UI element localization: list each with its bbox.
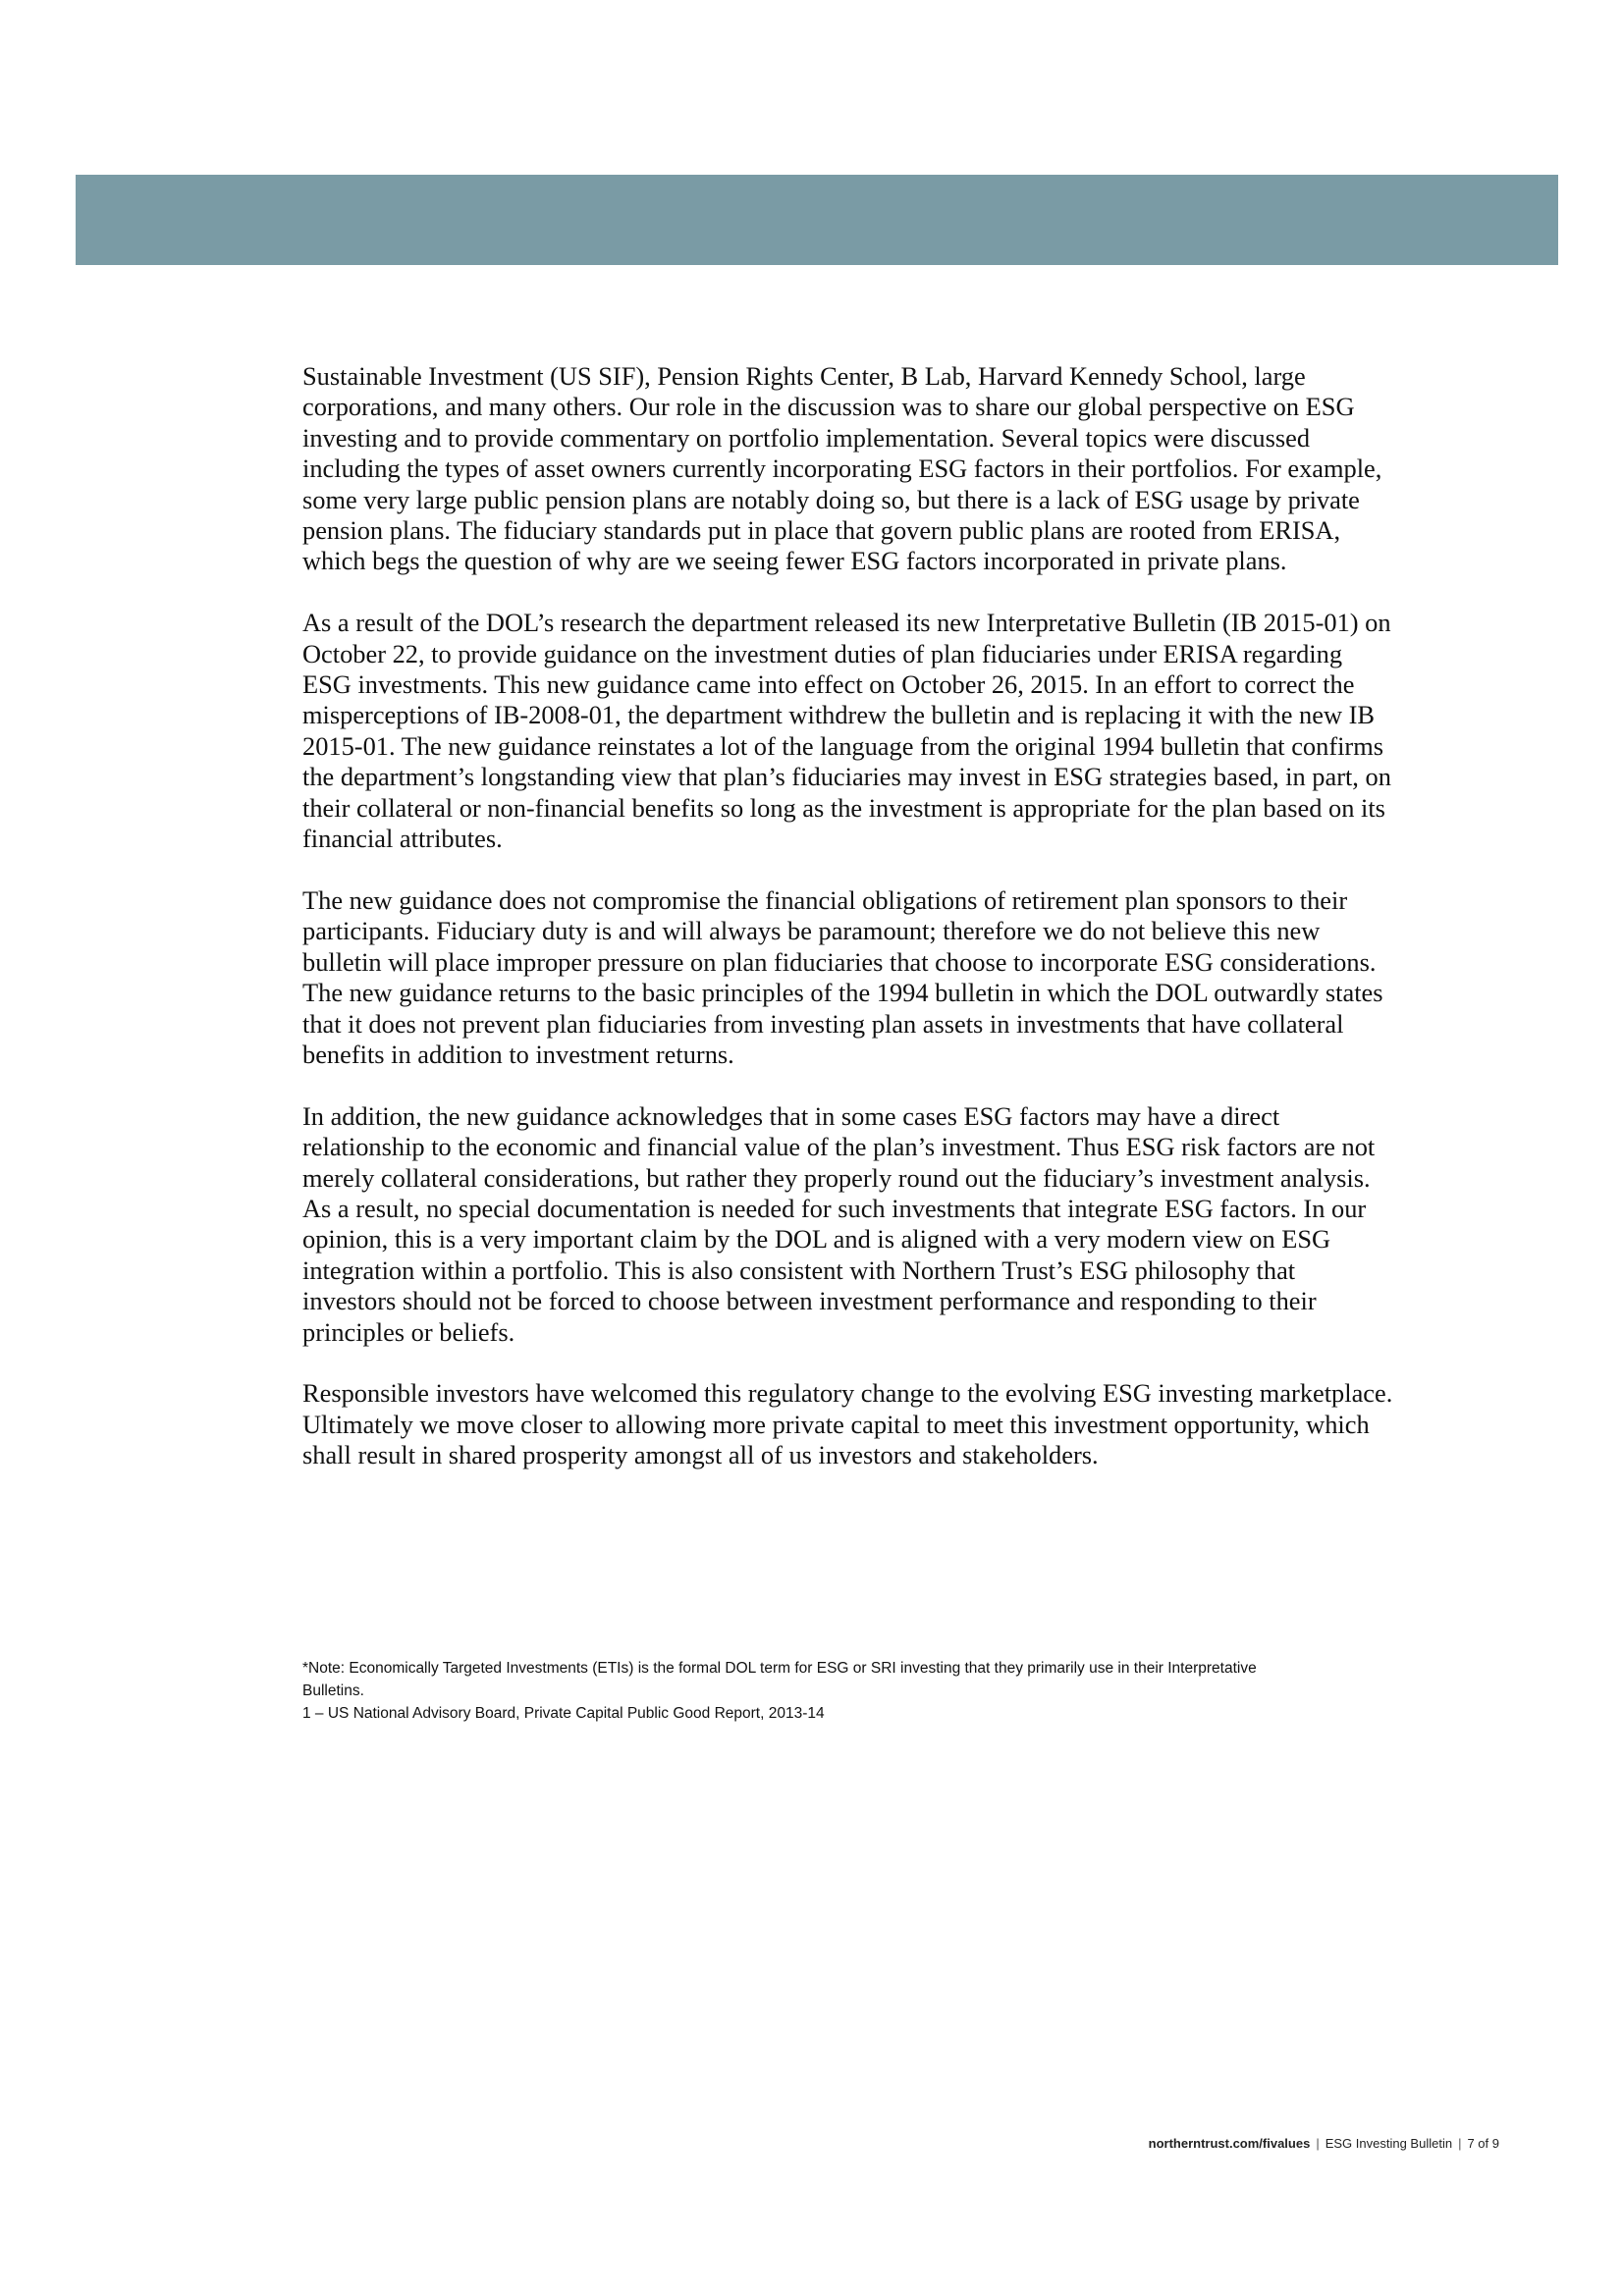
footer-separator-2: | — [1458, 2136, 1462, 2151]
footer-title: ESG Investing Bulletin — [1325, 2136, 1453, 2151]
paragraph-4: In addition, the new guidance acknowledges that in some cases ESG factors may have a direct relationship to the economic and financial value of the plan’s investment. Thus ESG risk factors are not merely collateral considerations, but rather they properly round out the fiduciary’s investment analysis. As a result, no special documentation is needed for such investments that integrate ESG factors. In our opinion, this is a very important claim by the DOL and is aligned with a very modern view on ESG integration within a portfolio. This is also consistent with Northern Trust’s ESG philosophy that investors should not be forced to choose between investment performance and responding to their principles or beliefs. — [302, 1100, 1376, 1347]
header-band — [76, 175, 1558, 265]
footnotes — [302, 1657, 1551, 1725]
body-text — [302, 361, 1551, 1502]
footnote-source: 1 – US National Advisory Board, Private Capital Public Good Report, 2013-14 — [302, 1705, 825, 1722]
paragraph-2: As a result of the DOL’s research the department released its new Interpretative Bulletin (IB 2015-01) on October 22, to provide guidance on the investment duties of plan fiduciaries under ERISA regarding ESG investments. This new guidance came into effect on October 26, 2015. In an effort to correct the misperceptions of IB-2008-01, the department withdrew the bulletin and is replacing it with the new IB 2015-01. The new guidance reinstates a lot of the language from the original 1994 bulletin that confirms the department’s longstanding view that plan’s fiduciaries may invest in ESG strategies based, in part, on their collateral or non-financial benefits so long as the investment is appropriate for the plan based on its financial attributes. — [302, 608, 1391, 854]
paragraph-5: Responsible investors have welcomed this regulatory change to the evolving ESG investing marketplace. Ultimately we move closer to allowing more private capital to meet this investment opportunity, which shall result in shared prosperity amongst all of us investors and stakeholders. — [302, 1378, 1393, 1470]
page-number: 7 of 9 — [1467, 2136, 1499, 2151]
page-footer — [1149, 2136, 1499, 2151]
paragraph-3: The new guidance does not compromise the financial obligations of retirement plan sponsors to their participants. Fiduciary duty is and will always be paramount; therefore we do not believe this new bulletin will place improper pressure on plan fiduciaries that choose to incorporate ESG considerations. The new guidance returns to the basic principles of the 1994 bulletin in which the DOL outwardly states that it does not prevent plan fiduciaries from investing plan assets in investments that have collateral benefits in addition to investment returns. — [302, 884, 1383, 1069]
footer-separator-1: | — [1316, 2136, 1320, 2151]
paragraph-1: Sustainable Investment (US SIF), Pension Rights Center, B Lab, Harvard Kennedy School, large corporations, and many others. Our role in the discussion was to share our global perspective on ESG investing and to provide commentary on portfolio implementation. Several topics were discussed including the types of asset owners currently incorporating ESG factors in their portfolios. For example, some very large public pension plans are notably doing so, but there is a lack of ESG usage by private pension plans. The fiduciary standards put in place that govern public plans are rooted from ERISA, which begs the question of why are we seeing fewer ESG factors incorporated in private plans. — [302, 361, 1382, 576]
footnote-note: *Note: Economically Targeted Investments (ETIs) is the formal DOL term for ESG or SRI investing that they primarily use in their Interpretative Bulletins. — [302, 1660, 1257, 1699]
footer-link[interactable]: northerntrust.com/fivalues — [1148, 2136, 1311, 2151]
